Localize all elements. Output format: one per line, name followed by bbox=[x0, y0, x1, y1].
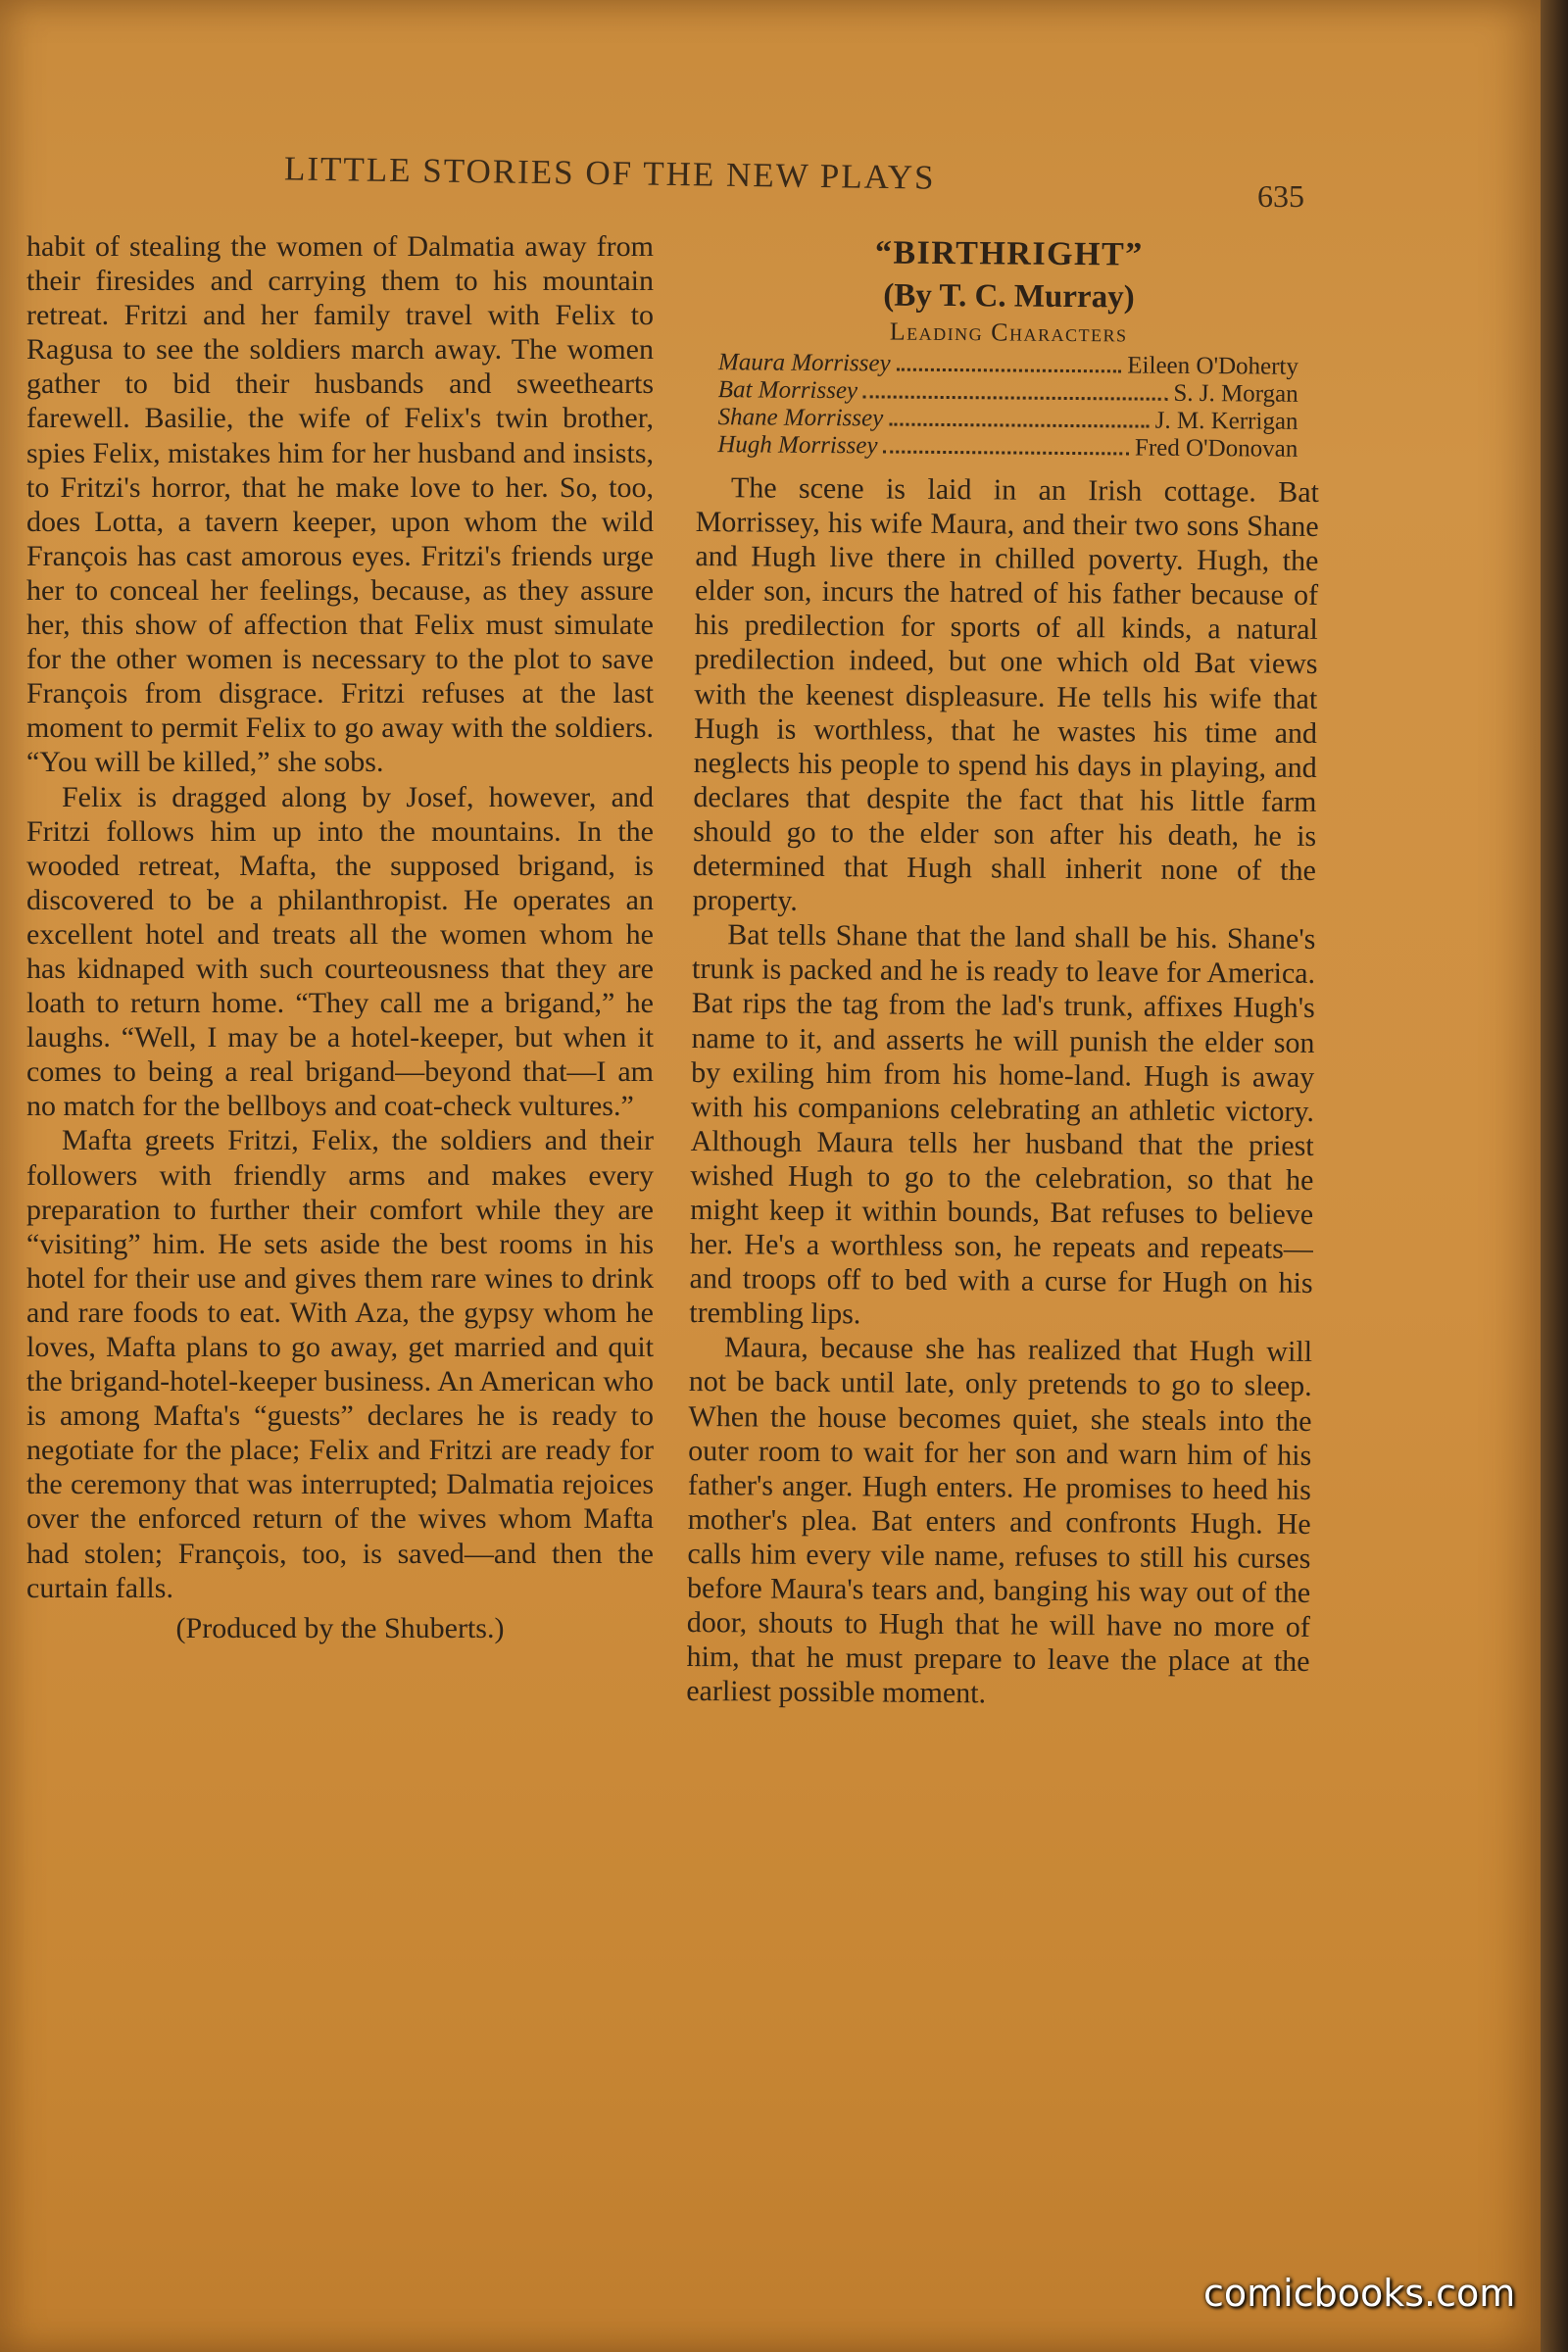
cast-actor: S. J. Morgan bbox=[1173, 379, 1298, 408]
cast-actor: Eileen O'Doherty bbox=[1127, 352, 1299, 380]
watermark: comicbooks.com bbox=[1203, 2272, 1516, 2315]
left-paragraph-2: Felix is dragged along by Josef, however, and Fritzi follows him up into the mountains. In the wooded retreat, Mafta, the supposed brigand, is discovered to be a philanthropist. He operates an excellent hotel and treats all the women whom he has kidnaped with such courteousness that they are loath to return home. “They call me a brigand,” he laughs. “Well, I may be a hotel-keeper, but when it comes to being a real brigand—beyond that—I am no match for the bellboys and coat-check vultures.” bbox=[26, 780, 654, 1123]
left-paragraph-1: habit of stealing the women of Dalmatia away from their firesides and carrying them to his mountain retreat. Fritzi and her family travel with Felix to Ragusa to see the soldiers march away. The women gather to bid their husbands and sweethearts farewell. Basilie, the wife of Felix's twin brother, spies Felix, mistakes him for her husband and insists, to Fritzi's horror, that he make love to her. So, too, does Lotta, a tavern keeper, upon whom the wild François has cast amorous eyes. Fritzi's friends urge her to conceal her feelings, because, as they assure her, this show of affection that Felix must simulate for the other women is necessary to the plot to save François from disgrace. Fritzi refuses at the last moment to permit Felix to go away with the soldiers. “You will be killed,” she sobs. bbox=[26, 230, 654, 779]
play-author: (By T. C. Murray) bbox=[883, 277, 1135, 316]
play-title: “BIRTHRIGHT” bbox=[874, 234, 1144, 273]
right-paragraph-1: The scene is laid in an Irish cottage. Bat Morrissey, his wife Maura, and their two sons Shane and Hugh live there in chilled poverty. Hugh, the elder son, incurs the hatred of his father because of his predilection for sports of all kinds, a natural predilection indeed, but one which old Bat views with the keenest displeasure. He tells his wife that Hugh is worthless, that he wastes his time and neglects his people to spend his days in playing, and declares that despite the fact that his little farm should go to the elder son after his death, he is determined that Hugh shall inherit none of the property. bbox=[692, 471, 1320, 917]
left-paragraph-3: Mafta greets Fritzi, Felix, the soldiers and their followers with friendly arms and makes every preparation to further their comfort while they are “visiting” him. He sets aside the best rooms in his hotel for their use and gives them rare wines to drink and rare foods to eat. With Aza, the gypsy whom he loves, Mafta plans to go away, get married and quit the brigand-hotel-keeper business. An American who is among Mafta's “guests” declares he is ready to negotiate for the place; Felix and Fritzi are ready for the ceremony that was interrupted; Dalmatia rejoices over the enforced return of the wives whom Mafta had stolen; François, too, is saved—and then the curtain falls. bbox=[26, 1124, 654, 1604]
leader-dots bbox=[897, 351, 1122, 373]
right-paragraph-3: Maura, because she has realized that Hugh will not be back until late, only pretends to go to sleep. When the house becomes quiet, she steals into the outer room to wait for her son and warn him of his father's anger. Hugh enters. He promises to heed his mother's plea. Bat enters and confronts Hugh. He calls him every vile name, refuses to still his curses before Maura's tears and, banging his way out of the door, shouts to Hugh that he will have no more of him, that he must prepare to leave the place at the earliest possible moment. bbox=[686, 1331, 1313, 1710]
page-number: 635 bbox=[1257, 178, 1304, 214]
right-paragraph-2: Bat tells Shane that the land shall be his. Shane's trunk is packed and he is ready to leave for America. Bat rips the tag from the lad's trunk, affixes Hugh's name to it, and asserts he will punish the elder son by exiling him from his home-land. Hugh is away with his companions celebrating an athletic victory. Although Maura tells her husband that the priest wished Hugh to go to the celebration, so that he might keep it within bounds, Bat refuses to believe her. He's a worthless son, he repeats and repeats—and troops off to bed with a curse for Hugh on his trembling lips. bbox=[689, 918, 1316, 1331]
cast-role: Maura Morrissey bbox=[717, 349, 891, 377]
cast-role: Hugh Morrissey bbox=[717, 431, 878, 460]
leader-dots bbox=[889, 406, 1150, 428]
cast-role: Bat Morrissey bbox=[717, 376, 858, 405]
leader-dots bbox=[883, 432, 1129, 455]
running-head: LITTLE STORIES OF THE NEW PLAYS bbox=[283, 149, 936, 197]
leader-dots bbox=[863, 377, 1167, 400]
page-edge bbox=[1541, 0, 1568, 2352]
production-credit: (Produced by the Shuberts.) bbox=[175, 1611, 505, 1644]
cast-role: Shane Morrissey bbox=[717, 404, 884, 432]
left-column bbox=[26, 229, 654, 1645]
cast-actor: J. M. Kerrigan bbox=[1154, 407, 1298, 435]
cast-heading: Leading Characters bbox=[889, 317, 1128, 348]
cast-list bbox=[717, 349, 1298, 464]
cast-actor: Fred O'Donovan bbox=[1134, 434, 1298, 463]
cast-row bbox=[717, 431, 1298, 464]
right-column bbox=[686, 231, 1321, 1713]
